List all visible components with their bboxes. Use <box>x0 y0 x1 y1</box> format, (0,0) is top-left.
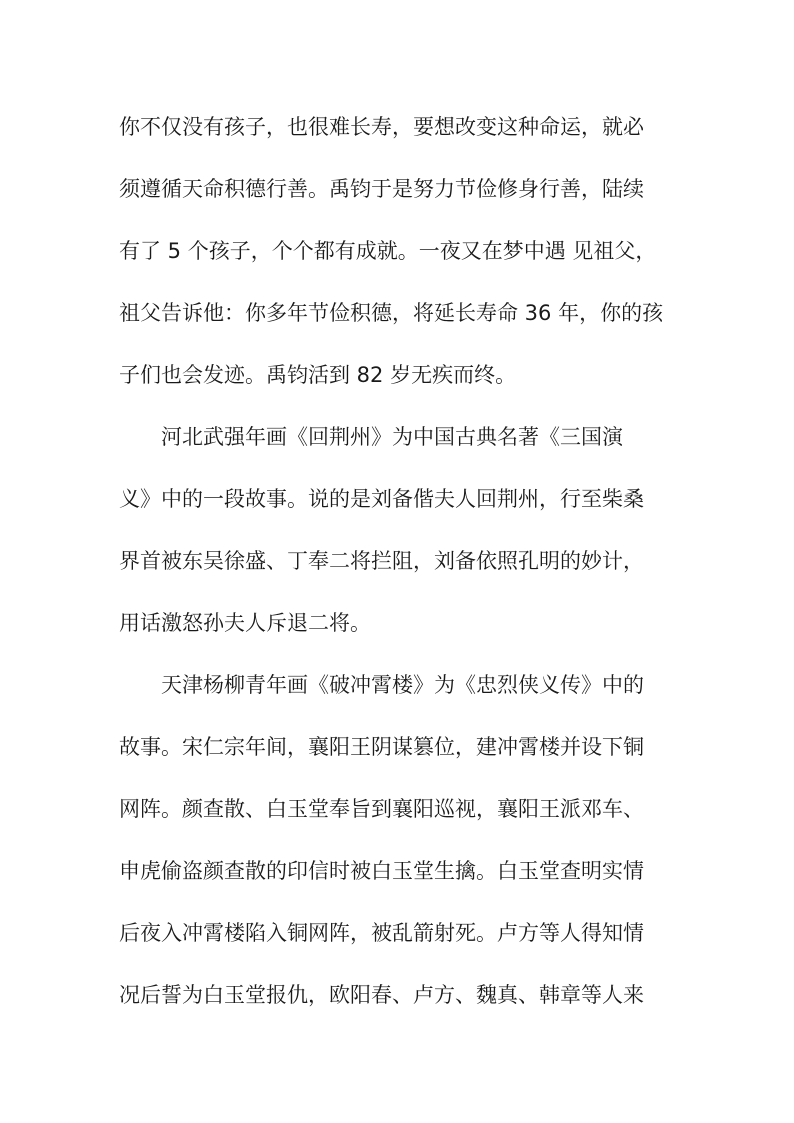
text-line: 义》中的一段故事。说的是刘备偕夫人回荆州，行至柴桑 <box>119 487 644 511</box>
text-line: 申虎偷盗颜查散的印信时被白玉堂生擒。白玉堂查明实情 <box>119 859 644 883</box>
text-line: 况后誓为白玉堂报仇，欧阳春、卢方、魏真、韩章等人来 <box>119 983 644 1007</box>
text-line: 祖父告诉他：你多年节俭积德，将延长寿命 36 年，你的孩 <box>119 301 664 325</box>
text-line: 有了 5 个孩子，个个都有成就。一夜又在梦中遇 见祖父， <box>119 239 657 263</box>
text-line: 用话激怒孙夫人斥退二将。 <box>119 611 371 635</box>
paragraph-first-line: 天津杨柳青年画《破冲霄楼》为《忠烈侠义传》中的 <box>161 673 644 697</box>
text-line: 须遵循天命积德行善。禹钧于是努力节俭修身行善，陆续 <box>119 177 644 201</box>
text-line: 故事。宋仁宗年间，襄阳王阴谋篡位，建冲霄楼并设下铜 <box>119 735 644 759</box>
paragraph-first-line: 河北武强年画《回荆州》为中国古典名著《三国演 <box>161 425 623 449</box>
text-line: 界首被东吴徐盛、丁奉二将拦阻，刘备依照孔明的妙计， <box>119 549 644 573</box>
text-line: 子们也会发迹。禹钧活到 82 岁无疾而终。 <box>119 363 517 387</box>
text-line: 后夜入冲霄楼陷入铜网阵，被乱箭射死。卢方等人得知情 <box>119 921 644 945</box>
text-line: 网阵。颜查散、白玉堂奉旨到襄阳巡视，襄阳王派邓车、 <box>119 797 644 821</box>
text-line: 你不仅没有孩子，也很难长寿，要想改变这种命运，就必 <box>119 115 644 139</box>
body-text <box>119 104 679 1034</box>
